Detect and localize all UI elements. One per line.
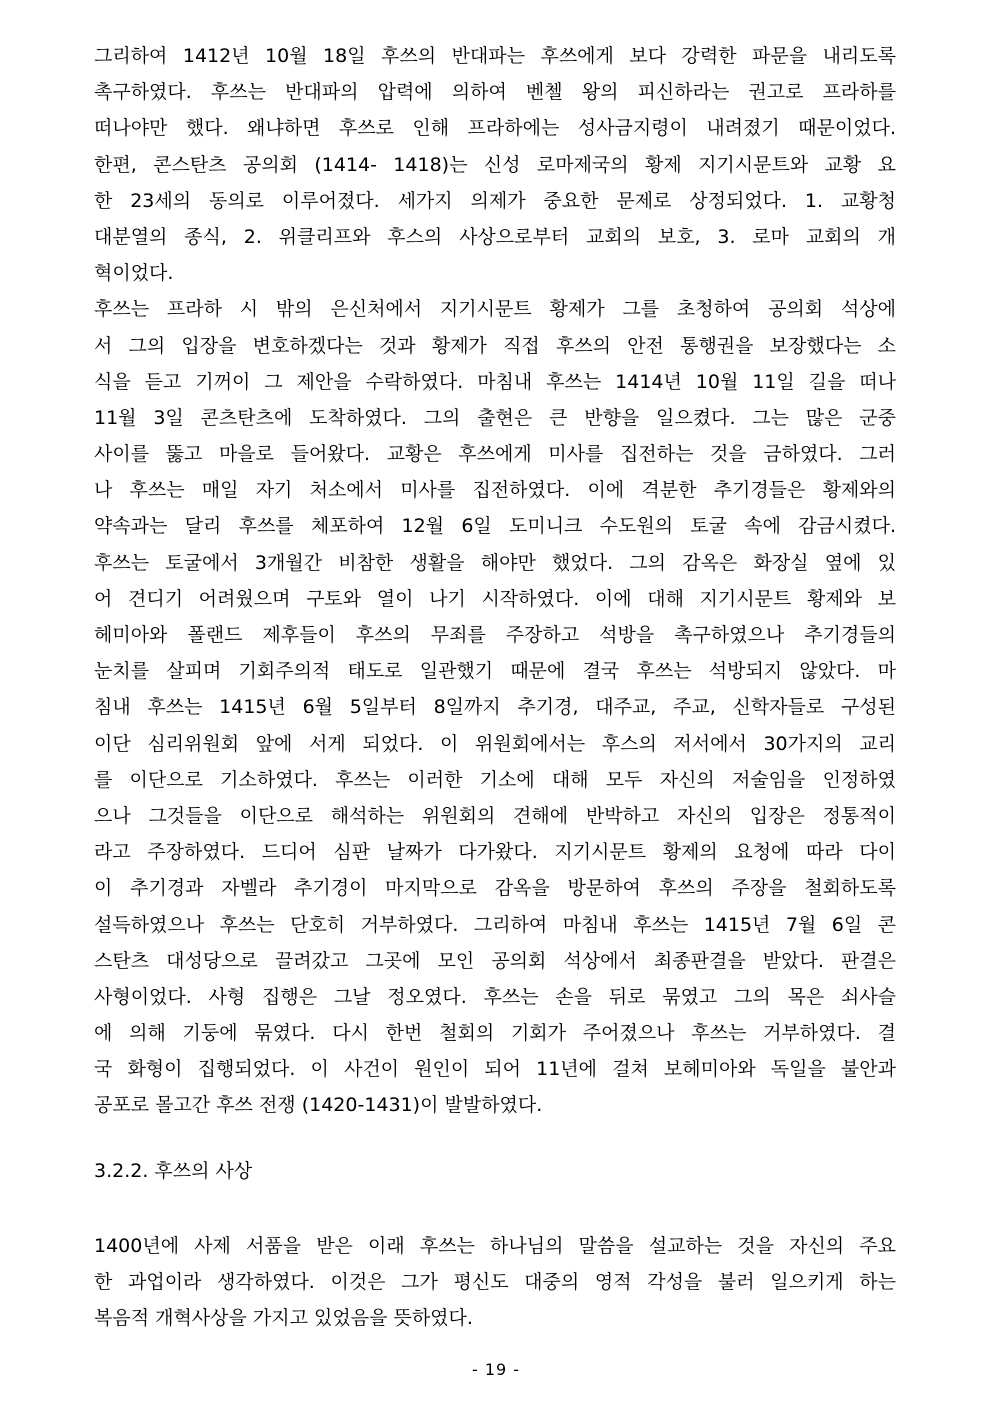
text-line: 11월 3일 콘츠탄츠에 도착하였다. 그의 출현은 큰 반향을 일으켰다. 그는 많은 군중 <box>94 406 896 429</box>
section-paragraph <box>94 1228 896 1336</box>
text-line: 서 그의 입장을 변호하겠다는 것과 황제가 직접 후쓰의 안전 통행권을 보장했다는 소 <box>94 334 896 357</box>
text-line: 한편, 콘스탄츠 공의회 (1414- 1418)는 신성 로마제국의 황제 지기시문트와 교황 요 <box>94 153 896 176</box>
text-line: 나 후쓰는 매일 자기 처소에서 미사를 집전하였다. 이에 격분한 추기경들은 황제와의 <box>94 479 896 502</box>
text-line: 촉구하였다. 후쓰는 반대파의 압력에 의하여 벤첼 왕의 피신하라는 권고로 프라하를 <box>94 81 896 104</box>
text-line: 복음적 개혁사상을 가지고 있었음을 뜻하였다. <box>94 1307 473 1329</box>
text-line: 침내 후쓰는 1415년 6월 5일부터 8일까지 추기경, 대주교, 주교, 신학자들로 구성된 <box>94 696 896 719</box>
text-line: 이단 심리위원회 앞에 서게 되었다. 이 위원회에서는 후스의 저서에서 30가지의 교리 <box>94 732 896 755</box>
text-line: 사형이었다. 사형 집행은 그날 정오였다. 후쓰는 손을 뒤로 묶였고 그의 목은 쇠사슬 <box>94 985 896 1008</box>
text-line: 후쓰는 프라하 시 밖의 은신처에서 지기시문트 황제가 그를 초청하여 공의회 석상에 <box>94 298 896 321</box>
page-number: - 19 - <box>471 1360 521 1379</box>
text-line: 사이를 뚫고 마을로 들어왔다. 교황은 후쓰에게 미사를 집전하는 것을 금하였다. 그러 <box>94 443 896 466</box>
body-paragraphs <box>94 38 896 1124</box>
text-line: 한 23세의 동의로 이루어졌다. 세가지 의제가 중요한 문제로 상정되었다. 1. 교황청 <box>94 189 896 212</box>
text-line: 눈치를 살피며 기회주의적 태도로 일관했기 때문에 결국 후쓰는 석방되지 않았다. 마 <box>94 660 896 683</box>
text-line: 떠나야만 했다. 왜냐하면 후쓰로 인해 프라하에는 성사금지령이 내려졌기 때문이었다. <box>94 117 896 140</box>
text-line: 대분열의 종식, 2. 위클리프와 후스의 사상으로부터 교회의 보호, 3. 로마 교회의 개 <box>94 225 896 248</box>
text-line: 국 화형이 집행되었다. 이 사건이 원인이 되어 11년에 걸쳐 보헤미아와 독일을 불안과 <box>94 1058 896 1081</box>
text-line: 한 과업이라 생각하였다. 이것은 그가 평신도 대중의 영적 각성을 불러 일으키게 하는 <box>94 1271 896 1293</box>
text-line: 설득하였으나 후쓰는 단호히 거부하였다. 그리하여 마침내 후쓰는 1415년 7월 6일 콘 <box>94 913 896 936</box>
text-line: 으나 그것들을 이단으로 해석하는 위원회의 견해에 반박하고 자신의 입장은 정통적이 <box>94 804 896 827</box>
text-line: 공포로 몰고간 후쓰 전쟁 (1420-1431)이 발발하였다. <box>94 1094 543 1117</box>
text-line: 이 추기경과 자벨라 추기경이 마지막으로 감옥을 방문하여 후쓰의 주장을 철회하도록 <box>94 877 896 900</box>
text-line: 스탄츠 대성당으로 끌려갔고 그곳에 모인 공의회 석상에서 최종판결을 받았다. 판결은 <box>94 949 896 972</box>
text-line: 혁이었다. <box>94 262 174 285</box>
text-line: 어 견디기 어려웠으며 구토와 열이 나기 시작하였다. 이에 대해 지기시문트 황제와 보 <box>94 587 896 610</box>
text-line: 그리하여 1412년 10월 18일 후쓰의 반대파는 후쓰에게 보다 강력한 파문을 내리도록 <box>94 45 896 67</box>
text-line: 약속과는 달리 후쓰를 체포하여 12월 6일 도미니크 수도원의 토굴 속에 감금시켰다. <box>94 515 896 538</box>
text-line: 라고 주장하였다. 드디어 심판 날짜가 다가왔다. 지기시문트 황제의 요청에 따라 다이 <box>94 841 896 864</box>
text-line: 식을 듣고 기꺼이 그 제안을 수락하였다. 마침내 후쓰는 1414년 10월 11일 길을 떠나 <box>94 370 896 393</box>
text-line: 에 의해 기둥에 묶였다. 다시 한번 철회의 기회가 주어졌으나 후쓰는 거부하였다. 결 <box>94 1022 896 1045</box>
text-line: 1400년에 사제 서품을 받은 이래 후쓰는 하나님의 말씀을 설교하는 것을 자신의 주요 <box>94 1235 896 1257</box>
text-line: 를 이단으로 기소하였다. 후쓰는 이러한 기소에 대해 모두 자신의 저술임을 인정하였 <box>94 768 896 791</box>
text-line: 후쓰는 토굴에서 3개월간 비참한 생활을 해야만 했었다. 그의 감옥은 화장실 옆에 있 <box>94 551 896 574</box>
text-line: 헤미아와 폴랜드 제후들이 후쓰의 무죄를 주장하고 석방을 촉구하였으나 추기경들의 <box>94 624 896 646</box>
section-heading: 3.2.2. 후쓰의 사상 <box>94 1160 253 1182</box>
